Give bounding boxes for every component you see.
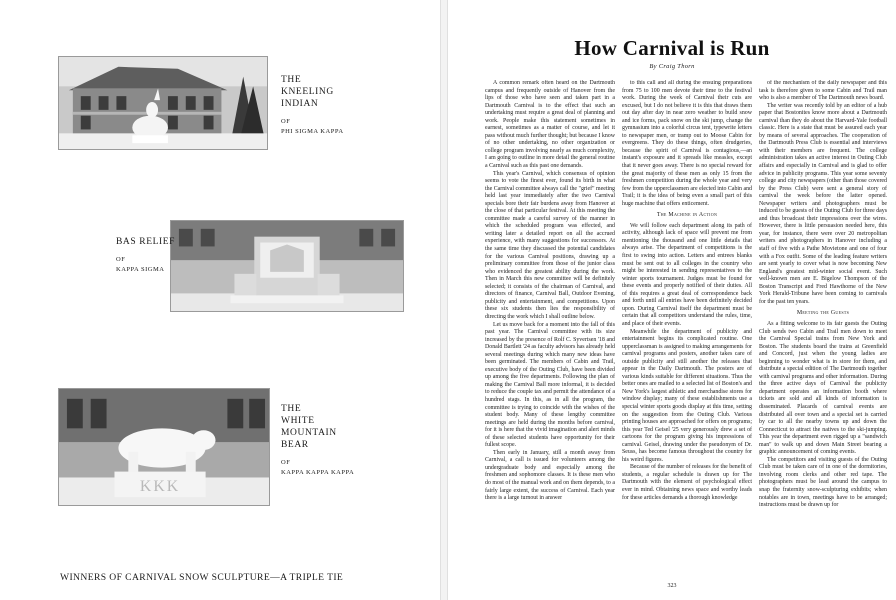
left-page-bottom-title: WINNERS OF CARNIVAL SNOW SCULPTURE—A TRIPLE TIE — [60, 572, 344, 583]
left-page — [0, 0, 440, 600]
caption-title-line: KNEELING — [281, 87, 334, 97]
caption-of: OF — [281, 118, 291, 125]
article-paragraph: of the mechanism of the daily newspaper and this task is therefore given to some Cabin and Trail man who is also a member of The Dartmouth news board. — [759, 80, 887, 102]
article-byline: By Craig Thorn — [649, 63, 695, 70]
caption-bas-relief — [116, 236, 175, 273]
article-paragraph: We will follow each department along its path of activity, although lack of space will prevent me from mentioning the thousand and one little details that always arise. The department of competitions is the first to swing into action. Letters and entrees blanks must be sent out to all colleges in the country who might be interested in sending representatives to the winter sports tournament. Judges must be found for these events and properly notified of their duties. All of this requires a great deal of correspondence back and forth until all entries have been definitely decided upon. During Carnival itself the department must be certain that all competitors understand the rules, time, and place of their events. — [622, 222, 752, 327]
article-paragraph: The writer was recently told by an editor of a hub paper that Bostonites know more about a Dartmouth carnival than they do about the Harvard-Yale football classic. Here is a state that must be assured each year by means of several approaches. The cooperation of the Dartmouth Press Club is essential and interviews with their members are frequent. The college administration takes an active interest in Outing Club affairs and especially in Carnival and is glad to offer advice in publicity programs. This year some seventy college and city newspapers (other than those covered by the Press Club) were sent a general story of carnival the week before the latter opened. Newspaper writers and photographers must be induced to be guests of the Outing Club for three days and thus broadcast their impressions over the wires. However, there is little persuasion needed here, this year, for instance, there were over 20 metropolitan writers and photographers in Hanover including a staff of five with a Pathe Movietone and one of four with a Fox outfit. Some of the leading feature writers are sent yearly to cover what is now becoming New England's greatest mid-winter social event. Such well-known men are E. Bigelow Thompson of the Boston Transcript and Fred Hawthorne of the New York Herald-Tribune have been coming to carnivals for the past ten years. — [759, 102, 887, 305]
kkk-letters: KKK — [139, 478, 181, 496]
photo-white-mountain-bear — [58, 388, 270, 506]
caption-white-mountain-bear — [281, 403, 354, 476]
caption-of: OF — [116, 256, 126, 263]
article-paragraph: Because of the number of releases for the benefit of students, a regular schedule is drawn up for The Dartmouth with the element of psychological effect ever in mind. Obtaining news space and worthy leads for these articles demands a thorough knowledge — [622, 464, 752, 501]
caption-fraternity: KAPPA SIGMA — [116, 266, 165, 273]
photo-bas-relief — [170, 220, 404, 312]
page-number: 323 — [667, 583, 677, 589]
caption-fraternity: PHI SIGMA KAPPA — [281, 128, 344, 135]
article-column-1 — [485, 80, 615, 576]
section-heading-machine-in-action: The Machine in Action — [656, 212, 718, 219]
article-paragraph: to this call and all during the ensuing preparations from 75 to 100 men devote their time to the festival work. During the week of Carnival their cuts are excused, but I do not believe it is this that draws them out day after day in near zero weather to build snow and ice forms, pack snow on the ski jump, change the gymnasium into a colorful circus tent, typewrite letters to newspaper men, or tramp out to Moose Cabin for evergreens. They do these things, often drudgeries, because the spirit of Carnival is contagious,—an instant's exposure and it spreads like measles, except that it never goes away. There is no special reward for the great majority of these men as only 15 from the freshmen competition during the whole year and very few from the upperclassmen are elected into Cabin and Trail; it is the idea of being even a small part of this huge machine that offers enticement. — [622, 80, 752, 207]
section-heading-meeting-the-guests: Meeting the Guests — [796, 310, 850, 317]
caption-title-line: INDIAN — [281, 99, 319, 109]
caption-title-line: WHITE — [281, 416, 315, 426]
caption-title-line: THE — [281, 75, 302, 85]
caption-fraternity: KAPPA KAPPA KAPPA — [281, 469, 355, 476]
caption-of: OF — [281, 459, 291, 466]
caption-title-line: BAS RELIEF — [116, 237, 176, 247]
article-column-2 — [622, 80, 752, 576]
article-paragraph: Let us move back for a moment into the fall of this past year. The Carnival committee with its size increased by the presence of Rolf C. Syvertsen '18 and Donald Bartlett '24 as faculty advisors has already held several meetings during which many new ideas have been germinated. The members of Cabin and Trail, executive body of the Outing Club, have been divided up among the five departments. Following the plan of making the Carnival Ball more informal, it is decided to reduce the couple tax and permit the attendance of a hundred stags. In this, as in all the program, the committee is trying to coincide with the wishes of the student body. Many of these lengthy committee meetings are held during the months before carnival, for it is here that the vivid imagination and alert minds of these selected students have opportunity for their fullest scope. — [485, 321, 615, 449]
right-page — [448, 0, 896, 600]
caption-title-line: THE — [281, 404, 302, 414]
article-paragraph: This year's Carnival, which consensus of opinion seems to vote the finest ever, found its birth in what the Carnival committee always call the "grief" meeting held last year immediately after the two Carnival specials bore their fair burdens away from Hanover at the close of that particular festival. At this meeting the committee made a careful survey of the manner in which the scheduled program was effected, and writing later a detailed report on all the accrued experience, with many suggestions for successors. At the same time they discussed the potential candidates for the various Carnival positions, drawing up a preliminary committee from those of the junior class who evidenced the greatest ability during the work. Then in March this new committee will be definitely selected; it consists of the chairman of Carnival, and directors of finance, Carnival Ball, Outdoor Evening, publicity and entertainment, and competitions. Upon these six students then lies the responsibility of directing the work which I shall outline below. — [485, 170, 615, 320]
article-paragraph: Then early in January, still a month away from Carnival, a call is issued for volunteers among the undergraduate body and especially among the freshmen and sophomore classes. It is these men who do most of the manual work and on them depends, to a fairly large extent, the success of Carnival. Each year there is a large turnout in answer — [485, 449, 615, 502]
page-gutter — [440, 0, 448, 600]
article-title: How Carnival is Run — [574, 36, 770, 60]
photo-kneeling-indian — [58, 56, 268, 150]
caption-kneeling-indian — [281, 74, 344, 135]
article-paragraph: The competitors and visiting guests of the Outing Club must be taken care of in one of the dormitories, involving room clerks and other red tape. The photographers must be lead around the campus to snap the fraternity snow-sculpturing exhibits; when notables are in town, meetings have to be arranged; instructions must be drawn up for — [759, 456, 887, 509]
article-column-3 — [759, 80, 887, 576]
article-paragraph: A common remark often heard on the Dartmouth campus and frequently outside of Hanover from the lips of those who have seen and taken part in a Dartmouth Carnival is to the effect that such an undertaking must require a great deal of planning and work. People make this statement sometimes in earnest, sometimes as a matter of course, and let it pass without much further thought; but because I know of no other undertaking, no other organization or college program involving nearly as much complexity, I am going to outline in more detail the general routine a Carnival such as this past one demands. — [485, 80, 615, 170]
caption-title-line: BEAR — [281, 440, 309, 450]
article-paragraph: Meanwhile the department of publicity and entertainment begins its complicated routine. One upperclassman is assigned to making arrangements for carnival programs and posters, another takes care of outside publicity and still another the releases that appear in the Daily Dartmouth. The posters are of various kinds suitable for different situations. Thus the better ones are mailed to a selected list of Boston's and New York's largest athletic and merchandise stores for window display; many of these establishments use a special winter sports goods display at this time, setting on the suggestion from the Outing Club. Various printing houses are approached for offers on programs; this year Ted Geisel '25 very generously drew a set of cartoons for the program giving his impressions of carnival. Geisel, drawing under the pseudonym of Dr. Seuss, has become famous throughout the country for his weird figures. — [622, 328, 752, 463]
caption-title-line: MOUNTAIN — [281, 428, 337, 438]
article-paragraph: As a fitting welcome to its fair guests the Outing Club sends two Cabin and Trail men down to meet the Carnival Special trains from New York and Boston. The students board the trains at Greenfield and Concord, just when the young ladies are beginning to wonder what is in store for them, and distribute a special edition of The Dartmouth together with carnival programs and other information. During the three active days of Carnival the publicity department operates an information booth where tickets are sold and all kinds of information is disseminated. Placards of carnival events are distributed all over town and a special set is carried by car to all the nearby towns up and down the Connecticut to attract the natives to the ski-jumping. This year the department even rigged up a "sandwich man" to walk up and down Main Street bearing a graphic announcement of coming events. — [759, 320, 887, 456]
